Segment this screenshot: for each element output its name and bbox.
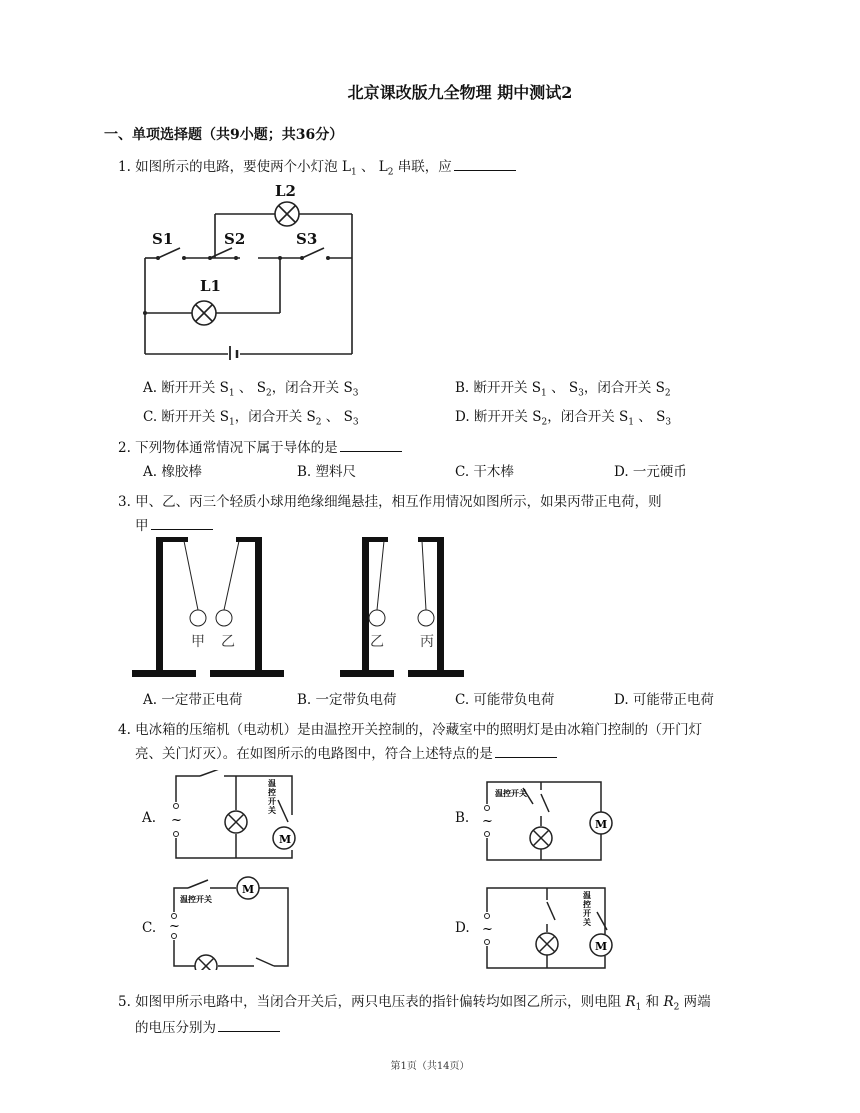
q3-option-d[interactable]: D. 可能带正电荷 — [614, 692, 714, 708]
q3-option-a[interactable]: A. 一定带正电荷 — [143, 692, 243, 708]
q1-circuit-diagram — [140, 178, 365, 360]
q4-label-d[interactable]: D. — [455, 920, 470, 936]
question-3-stem-line2: 甲 — [135, 514, 213, 534]
q2-option-c[interactable]: C. 干木棒 — [455, 464, 514, 480]
q2-option-a[interactable]: A. 橡胶棒 — [143, 464, 202, 480]
thermo-switch-label: 温控开关 — [268, 778, 276, 815]
ac-source-icon: ~ — [169, 919, 180, 934]
motor-icon: M — [242, 883, 255, 896]
thermo-switch-label: 温控开关 — [495, 788, 527, 798]
answer-blank — [218, 1030, 280, 1032]
q1-option-a[interactable]: A. 断开开关 $S_1$ 、 $S_2$，闭合开关 $S_3$ — [143, 380, 359, 399]
ball-label-yi: 乙 — [221, 634, 235, 650]
ball-label-jia: 甲 — [191, 634, 205, 650]
q2-option-b[interactable]: B. 塑料尺 — [297, 464, 357, 480]
page-footer: 第1页（共14页） — [390, 1061, 470, 1072]
q3-suspended-balls-figure — [132, 535, 472, 680]
q4-label-c[interactable]: C. — [142, 920, 157, 936]
question-4-stem-line1: 4. 电冰箱的压缩机（电动机）是由温控开关控制的，冷藏室中的照明灯是由冰箱门控制的（开门灯 — [118, 722, 703, 738]
ac-source-icon: ~ — [171, 813, 182, 828]
ac-source-icon: ~ — [482, 922, 493, 937]
q3-option-b[interactable]: B. 一定带负电荷 — [297, 692, 397, 708]
motor-icon: M — [595, 940, 608, 953]
thermo-switch-label: 温控开关 — [583, 890, 591, 927]
question-1-stem: 1. 如图所示的电路，要使两个小灯泡 $L_1$ 、 $L_2$ 串联，应 — [118, 155, 516, 178]
answer-blank — [495, 756, 557, 758]
question-3-stem-line1: 3. 甲、乙、丙三个轻质小球用绝缘细绳悬挂，相互作用情况如图所示，如果丙带正电荷，则 — [118, 494, 662, 510]
label-s2: S2 — [224, 230, 246, 248]
q4-circuit-b — [475, 776, 625, 866]
section-heading: 一、单项选择题（共9小题；共36分） — [104, 127, 344, 143]
answer-blank — [151, 528, 213, 530]
q1-option-b[interactable]: B. 断开开关 $S_1$ 、 $S_3$，闭合开关 $S_2$ — [455, 380, 671, 399]
question-2-stem: 2. 下列物体通常情况下属于导体的是 — [118, 436, 402, 456]
thermo-switch-label: 温控开关 — [180, 894, 212, 904]
label-l2: L2 — [275, 182, 296, 200]
label-s3: S3 — [296, 230, 318, 248]
q3-option-c[interactable]: C. 可能带负电荷 — [455, 692, 555, 708]
q1-option-c[interactable]: C. 断开开关 $S_1$，闭合开关 $S_2$ 、 $S_3$ — [143, 409, 359, 428]
motor-icon: M — [595, 818, 608, 831]
question-5-stem-line1: 5. 如图甲所示电路中，当闭合开关后，两只电压表的指针偏转均如图乙所示，则电阻 $R_1$ 和 $R_2$ 两端 — [118, 994, 711, 1013]
label-l1: L1 — [200, 277, 221, 295]
motor-icon: M — [279, 833, 292, 846]
q4-circuit-c — [162, 876, 312, 970]
page-title: 北京课改版九全物理 期中测试2 — [347, 83, 573, 102]
q4-label-a[interactable]: A. — [142, 810, 157, 826]
answer-blank — [340, 450, 402, 452]
q1-option-d[interactable]: D. 断开开关 $S_2$，闭合开关 $S_1$ 、 $S_3$ — [455, 409, 672, 428]
ball-label-bing: 丙 — [420, 634, 434, 650]
question-5-stem-line2: 的电压分别为 — [135, 1016, 280, 1036]
ac-source-icon: ~ — [482, 814, 493, 829]
question-4-stem-line2: 亮、关门灯灭）。在如图所示的电路图中，符合上述特点的是 — [135, 742, 557, 762]
ball-label-yi-right: 乙 — [370, 634, 384, 650]
q4-circuit-d — [475, 884, 625, 974]
q2-option-d[interactable]: D. 一元硬币 — [614, 464, 687, 480]
answer-blank — [454, 169, 516, 171]
q4-circuit-a — [162, 770, 312, 862]
label-s1: S1 — [152, 230, 174, 248]
q4-label-b[interactable]: B. — [455, 810, 470, 826]
